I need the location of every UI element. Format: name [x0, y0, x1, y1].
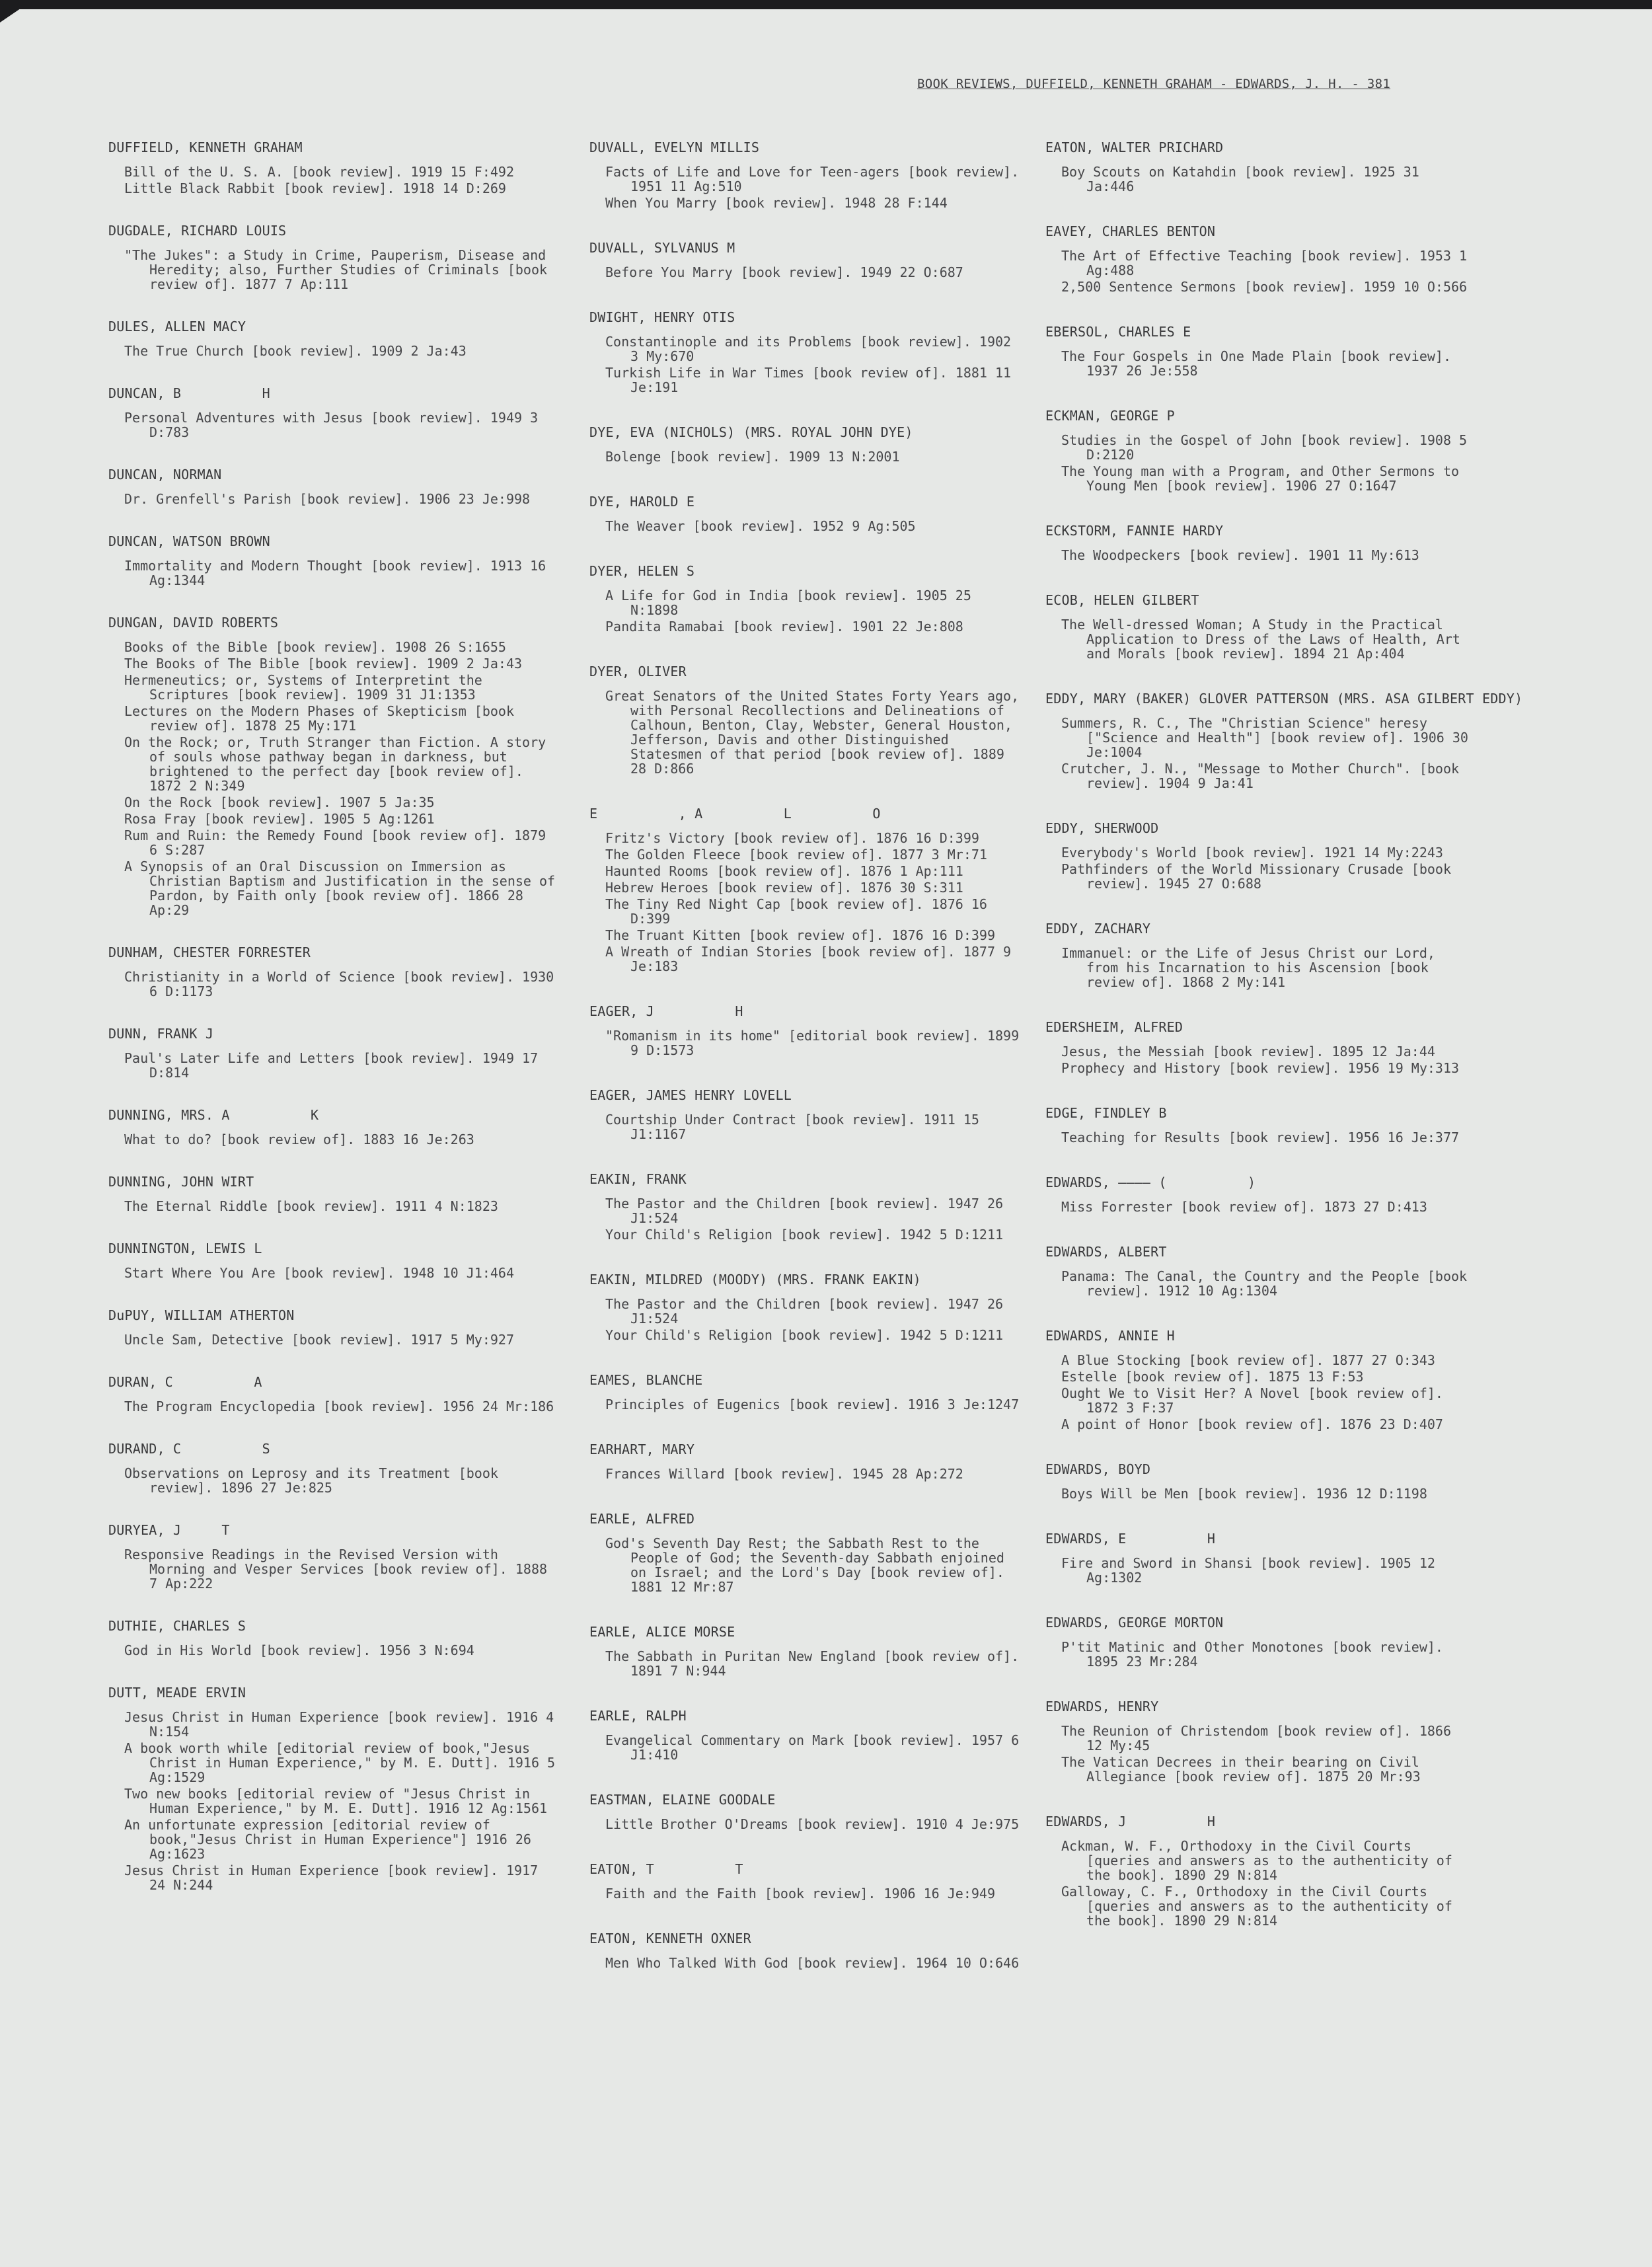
- author-heading: DURAND, C S: [108, 1441, 270, 1457]
- index-entry: [1045, 1175, 1468, 1214]
- citation-item: When You Marry [book review]. 1948 28 F:144: [605, 195, 948, 211]
- citation-item: Personal Adventures with Jesus [book review]. 1949 3 D:783: [124, 410, 539, 440]
- citation-item: Boy Scouts on Katahdin [book review]. 1925 31 Ja:446: [1061, 164, 1419, 194]
- author-heading: DYE, HAROLD E: [589, 494, 695, 510]
- author-heading: EARLE, RALPH: [589, 1708, 687, 1724]
- index-entry: [108, 140, 558, 196]
- citation-item: Everybody's World [book review]. 1921 14 My:2243: [1061, 845, 1443, 861]
- author-heading: EDWARDS, ALBERT: [1045, 1244, 1167, 1260]
- citation-item: Boys Will be Men [book review]. 1936 12 D:1198: [1061, 1486, 1427, 1502]
- author-heading: DUVALL, SYLVANUS M: [589, 240, 735, 256]
- citation-item: The Truant Kitten [book review of]. 1876 16 D:399: [605, 927, 996, 943]
- index-entry: [1045, 1106, 1468, 1145]
- index-entry: [108, 1308, 558, 1347]
- index-entry: [589, 664, 1023, 776]
- index-entry: [108, 1523, 558, 1591]
- citation-item: Summers, R. C., The "Christian Science" heresy ["Science and Health"] [book review of]. 1906 30 Je:1004: [1061, 715, 1468, 760]
- author-heading: E , A L O: [589, 806, 881, 822]
- index-entry: [589, 1004, 1023, 1057]
- citation-item: Facts of Life and Love for Teen-agers [book review]. 1951 11 Ag:510: [605, 164, 1020, 194]
- author-heading: DUTHIE, CHARLES S: [108, 1618, 246, 1634]
- citation-item: Jesus Christ in Human Experience [book review]. 1917 24 N:244: [124, 1863, 539, 1893]
- citation-item: Turkish Life in War Times [book review of]. 1881 11 Je:191: [605, 365, 1012, 395]
- citation-item: Little Black Rabbit [book review]. 1918 14 D:269: [124, 180, 506, 196]
- index-entry: [589, 1931, 1023, 1970]
- author-heading: DYER, OLIVER: [589, 664, 687, 679]
- citation-item: The Pastor and the Children [book review]. 1947 26 J1:524: [605, 1196, 1004, 1226]
- citation-item: P'tit Matinic and Other Monotones [book review]. 1895 23 Mr:284: [1061, 1639, 1443, 1670]
- author-heading: DYER, HELEN S: [589, 563, 695, 579]
- citation-item: Lectures on the Modern Phases of Skepticism [book review of]. 1878 25 My:171: [124, 703, 515, 734]
- citation-item: Studies in the Gospel of John [book review]. 1908 5 D:2120: [1061, 432, 1468, 463]
- index-entry: [108, 534, 558, 588]
- index-entry: [1045, 523, 1468, 562]
- author-heading: DUNCAN, B H: [108, 385, 270, 401]
- citation-item: The Program Encyclopedia [book review]. 1956 24 Mr:186: [124, 1399, 554, 1414]
- author-heading: EAKIN, MILDRED (MOODY) (MRS. FRANK EAKIN): [589, 1272, 921, 1287]
- author-heading: EAGER, JAMES HENRY LOVELL: [589, 1087, 792, 1103]
- index-entry: [108, 386, 558, 440]
- citation-item: Prophecy and History [book review]. 1956 19 My:313: [1061, 1060, 1460, 1076]
- author-heading: DYE, EVA (NICHOLS) (MRS. ROYAL JOHN DYE): [589, 424, 913, 440]
- author-heading: DuPUY, WILLIAM ATHERTON: [108, 1307, 295, 1323]
- citation-item: The Well-dressed Woman; A Study in the Practical Application to Dress of the Laws of Health, Art and Morals [book review]. 1894 21 Ap:404: [1061, 617, 1460, 662]
- index-entry: [589, 1172, 1023, 1242]
- index-entry: [1045, 325, 1468, 378]
- citation-item: The Four Gospels in One Made Plain [book review]. 1937 26 Je:558: [1061, 348, 1452, 379]
- author-heading: EDWARDS, ANNIE H: [1045, 1328, 1175, 1344]
- citation-item: God in His World [book review]. 1956 3 N:694: [124, 1642, 474, 1658]
- citation-item: The Tiny Red Night Cap [book review of]. 1876 16 D:399: [605, 896, 987, 927]
- citation-item: Fritz's Victory [book review of]. 1876 16 D:399: [605, 830, 979, 846]
- citation-item: Faith and the Faith [book review]. 1906 16 Je:949: [605, 1886, 996, 1902]
- page-top-edge: [0, 0, 1652, 9]
- index-entry: [108, 1108, 558, 1147]
- index-entry: [589, 494, 1023, 533]
- citation-item: Bolenge [book review]. 1909 13 N:2001: [605, 449, 900, 465]
- citation-item: The Sabbath in Puritan New England [book review of]. 1891 7 N:944: [605, 1648, 1020, 1679]
- index-entry: [1045, 1462, 1468, 1501]
- index-entry: [589, 1373, 1023, 1412]
- citation-item: Little Brother O'Dreams [book review]. 1910 4 Je:975: [605, 1816, 1020, 1832]
- citation-item: Pathfinders of the World Missionary Crusade [book review]. 1945 27 O:688: [1061, 861, 1452, 892]
- citation-item: Great Senators of the United States Forty Years ago, with Personal Recollections and Delineations of Calhoun, Benton, Clay, Webster, General Houston, Jefferson, Davis and other Distinguished Statesmen of that period [book review of]. 1889 28 D:866: [605, 688, 1020, 777]
- author-heading: DUNNING, MRS. A K: [108, 1107, 319, 1123]
- index-entry: [1045, 1531, 1468, 1585]
- index-entry: [108, 1241, 558, 1280]
- author-heading: DUVALL, EVELYN MILLIS: [589, 139, 760, 155]
- author-heading: EDWARDS, J H: [1045, 1814, 1216, 1829]
- index-entry: [108, 1685, 558, 1892]
- citation-item: Uncle Sam, Detective [book review]. 1917 5 My:927: [124, 1332, 515, 1348]
- author-heading: DUNNINGTON, LEWIS L: [108, 1241, 262, 1256]
- index-entry: [1045, 1020, 1468, 1075]
- citation-item: A Blue Stocking [book review of]. 1877 27 O:343: [1061, 1352, 1435, 1368]
- author-heading: EDWARDS, GEORGE MORTON: [1045, 1615, 1224, 1631]
- citation-item: The Golden Fleece [book review of]. 1877 3 Mr:71: [605, 847, 987, 863]
- index-entry: [108, 1619, 558, 1658]
- citation-item: Immortality and Modern Thought [book review]. 1913 16 Ag:1344: [124, 558, 546, 588]
- citation-item: Frances Willard [book review]. 1945 28 Ap:272: [605, 1466, 963, 1482]
- index-entry: [108, 223, 558, 291]
- citation-item: A Wreath of Indian Stories [book review of]. 1877 9 Je:183: [605, 944, 1012, 974]
- author-heading: EDDY, SHERWOOD: [1045, 820, 1159, 836]
- author-heading: DURYEA, J T: [108, 1522, 230, 1538]
- index-entry: [589, 241, 1023, 280]
- citation-item: The Weaver [book review]. 1952 9 Ag:505: [605, 518, 916, 534]
- index-entry: [1045, 593, 1468, 661]
- citation-item: Jesus Christ in Human Experience [book review]. 1916 4 N:154: [124, 1709, 554, 1740]
- author-heading: ECKSTORM, FANNIE HARDY: [1045, 523, 1224, 539]
- author-heading: DUNCAN, NORMAN: [108, 467, 222, 482]
- citation-item: Ackman, W. F., Orthodoxy in the Civil Courts [queries and answers as to the authenticity of the book]. 1890 29 N:814: [1061, 1838, 1452, 1883]
- author-heading: DUTT, MEADE ERVIN: [108, 1685, 246, 1701]
- author-heading: EDGE, FINDLEY B: [1045, 1105, 1167, 1121]
- author-heading: EATON, KENNETH OXNER: [589, 1931, 751, 1946]
- index-entry: [589, 1792, 1023, 1831]
- index-entry: [108, 945, 558, 999]
- citation-item: Jesus, the Messiah [book review]. 1895 12 Ja:44: [1061, 1044, 1435, 1059]
- citation-item: On the Rock; or, Truth Stranger than Fiction. A story of souls whose pathway began in darkness, but brightened to the perfect day [book review of]. 1872 2 N:349: [124, 734, 546, 794]
- index-entry: [589, 806, 1023, 974]
- index-entry: [589, 1709, 1023, 1762]
- citation-item: Fire and Sword in Shansi [book review]. 1905 12 Ag:1302: [1061, 1555, 1435, 1586]
- author-heading: EDWARDS, BOYD: [1045, 1461, 1151, 1477]
- author-heading: EATON, T T: [589, 1861, 743, 1877]
- author-heading: DUNGAN, DAVID ROBERTS: [108, 615, 279, 631]
- citation-item: Courtship Under Contract [book review]. 1911 15 J1:1167: [605, 1112, 979, 1142]
- citation-item: "Romanism in its home" [editorial book review]. 1899 9 D:1573: [605, 1028, 1020, 1058]
- author-heading: EARLE, ALFRED: [589, 1511, 695, 1527]
- author-heading: DWIGHT, HENRY OTIS: [589, 309, 735, 325]
- index-entry: [108, 1375, 558, 1414]
- citation-item: Teaching for Results [book review]. 1956 16 Je:377: [1061, 1130, 1460, 1145]
- index-entry: [589, 1088, 1023, 1141]
- running-head: BOOK REVIEWS, DUFFIELD, KENNETH GRAHAM - EDWARDS, J. H. - 381: [917, 77, 1391, 91]
- index-entry: [1045, 1814, 1468, 1928]
- citation-item: The Woodpeckers [book review]. 1901 11 My:613: [1061, 547, 1419, 563]
- citation-item: Start Where You Are [book review]. 1948 10 J1:464: [124, 1265, 515, 1281]
- citation-item: Estelle [book review of]. 1875 13 F:53: [1061, 1369, 1364, 1385]
- author-heading: DUFFIELD, KENNETH GRAHAM: [108, 139, 303, 155]
- author-heading: ECKMAN, GEORGE P: [1045, 408, 1175, 424]
- citation-item: Before You Marry [book review]. 1949 22 O:687: [605, 264, 963, 280]
- author-heading: EDWARDS, HENRY: [1045, 1699, 1159, 1714]
- citation-item: Dr. Grenfell's Parish [book review]. 1906 23 Je:998: [124, 491, 531, 507]
- column-1: [108, 140, 558, 1920]
- author-heading: DULES, ALLEN MACY: [108, 319, 246, 334]
- author-heading: DURAN, C A: [108, 1374, 262, 1390]
- index-entry: [589, 140, 1023, 210]
- citation-item: A Synopsis of an Oral Discussion on Immersion as Christian Baptism and Justification in the sense of Pardon, by Faith only [book review of]. 1866 28 Ap:29: [124, 859, 556, 918]
- author-heading: EDDY, MARY (BAKER) GLOVER PATTERSON (MRS. ASA GILBERT EDDY): [1045, 691, 1523, 707]
- index-entry: [589, 310, 1023, 395]
- citation-item: Crutcher, J. N., "Message to Mother Church". [book review]. 1904 9 Ja:41: [1061, 761, 1460, 791]
- citation-item: Hermeneutics; or, Systems of Interpretint the Scriptures [book review]. 1909 31 J1:1353: [124, 672, 482, 703]
- index-entry: [1045, 224, 1468, 294]
- index-entry: [589, 1442, 1023, 1481]
- citation-item: Responsive Readings in the Revised Version with Morning and Vesper Services [book review of]. 1888 7 Ap:222: [124, 1547, 548, 1592]
- citation-item: God's Seventh Day Rest; the Sabbath Rest to the People of God; the Seventh-day Sabbath enjoined on Israel; and the Lord's Day [book review of]. 1881 12 Mr:87: [605, 1535, 1004, 1595]
- index-entry: [1045, 1328, 1468, 1432]
- index-entry: [1045, 1699, 1468, 1784]
- index-entry: [589, 564, 1023, 634]
- author-heading: DUNNING, JOHN WIRT: [108, 1174, 254, 1190]
- citation-item: Christianity in a World of Science [book review]. 1930 6 D:1173: [124, 969, 554, 999]
- index-entry: [589, 1272, 1023, 1342]
- index-entry: [108, 467, 558, 506]
- citation-item: Rosa Fray [book review]. 1905 5 Ag:1261: [124, 811, 435, 827]
- index-entry: [1045, 691, 1523, 791]
- citation-item: A Life for God in India [book review]. 1905 25 N:1898: [605, 588, 971, 618]
- citation-item: Panama: The Canal, the Country and the People [book review]. 1912 10 Ag:1304: [1061, 1268, 1468, 1299]
- citation-item: A book worth while [editorial review of book,"Jesus Christ in Human Experience," by M. E. Dutt]. 1916 5 Ag:1529: [124, 1740, 556, 1785]
- citation-item: Paul's Later Life and Letters [book review]. 1949 17 D:814: [124, 1050, 539, 1081]
- citation-item: The Vatican Decrees in their bearing on Civil Allegiance [book review of]. 1875 20 Mr:93: [1061, 1754, 1421, 1785]
- citation-item: What to do? [book review of]. 1883 16 Je:263: [124, 1132, 474, 1147]
- index-entry: [1045, 408, 1468, 493]
- citation-item: An unfortunate expression [editorial review of book,"Jesus Christ in Human Experience"] 1916 26 Ag:1623: [124, 1817, 531, 1862]
- citation-item: The True Church [book review]. 1909 2 Ja:43: [124, 343, 467, 359]
- citation-item: Principles of Eugenics [book review]. 1916 3 Je:1247: [605, 1397, 1020, 1412]
- citation-item: Pandita Ramabai [book review]. 1901 22 Je:808: [605, 619, 963, 634]
- column-2: [589, 140, 1023, 2001]
- author-heading: EAVEY, CHARLES BENTON: [1045, 223, 1216, 239]
- author-heading: EBERSOL, CHARLES E: [1045, 324, 1191, 340]
- citation-item: Bill of the U. S. A. [book review]. 1919 15 F:492: [124, 164, 515, 180]
- author-heading: DUGDALE, RICHARD LOUIS: [108, 223, 287, 239]
- author-heading: ECOB, HELEN GILBERT: [1045, 592, 1199, 608]
- index-entry: [589, 1512, 1023, 1594]
- index-entry: [108, 319, 558, 358]
- index-entry: [108, 1026, 558, 1080]
- index-entry: [1045, 1615, 1468, 1669]
- author-heading: EASTMAN, ELAINE GOODALE: [589, 1792, 776, 1808]
- author-heading: DUNN, FRANK J: [108, 1026, 214, 1042]
- citation-item: Observations on Leprosy and its Treatment [book review]. 1896 27 Je:825: [124, 1465, 498, 1496]
- index-entry: [1045, 1245, 1468, 1298]
- author-heading: DUNHAM, CHESTER FORRESTER: [108, 944, 311, 960]
- index-entry: [589, 1862, 1023, 1901]
- citation-item: Men Who Talked With God [book review]. 1964 10 O:646: [605, 1955, 1020, 1971]
- citation-item: 2,500 Sentence Sermons [book review]. 1959 10 O:566: [1061, 279, 1468, 295]
- index-entry: [589, 425, 1023, 464]
- author-heading: DUNCAN, WATSON BROWN: [108, 533, 270, 549]
- author-heading: EAGER, J H: [589, 1003, 743, 1019]
- author-heading: EDDY, ZACHARY: [1045, 921, 1151, 937]
- citation-item: Evangelical Commentary on Mark [book review]. 1957 6 J1:410: [605, 1732, 1020, 1763]
- index-entry: [108, 1174, 558, 1213]
- citation-item: Miss Forrester [book review of]. 1873 27 D:413: [1061, 1199, 1427, 1215]
- citation-item: A point of Honor [book review of]. 1876 23 D:407: [1061, 1416, 1443, 1432]
- index-entry: [108, 615, 558, 917]
- citation-item: Books of the Bible [book review]. 1908 26 S:1655: [124, 639, 506, 655]
- author-heading: EAKIN, FRANK: [589, 1171, 687, 1187]
- author-heading: EDWARDS, ———— ( ): [1045, 1174, 1256, 1190]
- author-heading: EAMES, BLANCHE: [589, 1372, 703, 1388]
- index-entry: [1045, 140, 1468, 194]
- citation-item: The Young man with a Program, and Other Sermons to Young Men [book review]. 1906 27 O:1647: [1061, 463, 1460, 494]
- citation-item: The Eternal Riddle [book review]. 1911 4 N:1823: [124, 1198, 498, 1214]
- page-corner-shadow: [0, 0, 33, 22]
- author-heading: EDWARDS, E H: [1045, 1531, 1216, 1547]
- citation-item: Immanuel: or the Life of Jesus Christ our Lord, from his Incarnation to his Ascension [book review of]. 1868 2 My:141: [1061, 945, 1435, 990]
- citation-item: Haunted Rooms [book review of]. 1876 1 Ap:111: [605, 863, 963, 879]
- citation-item: The Pastor and the Children [book review]. 1947 26 J1:524: [605, 1296, 1004, 1326]
- citation-item: Your Child's Religion [book review]. 1942 5 D:1211: [605, 1327, 1004, 1343]
- index-entry: [1045, 821, 1468, 891]
- citation-item: On the Rock [book review]. 1907 5 Ja:35: [124, 794, 435, 810]
- index-entry: [1045, 921, 1468, 989]
- citation-item: The Books of The Bible [book review]. 1909 2 Ja:43: [124, 656, 523, 672]
- citation-item: Your Child's Religion [book review]. 1942 5 D:1211: [605, 1227, 1004, 1243]
- citation-item: Hebrew Heroes [book review of]. 1876 30 S:311: [605, 880, 963, 896]
- citation-item: The Art of Effective Teaching [book review]. 1953 1 Ag:488: [1061, 248, 1468, 278]
- citation-item: "The Jukes": a Study in Crime, Pauperism, Disease and Heredity; also, Further Studies of Criminals [book review of]. 1877 7 Ap:111: [124, 247, 548, 292]
- citation-item: Two new books [editorial review of "Jesus Christ in Human Experience," by M. E. Dutt]. 1916 12 Ag:1561: [124, 1786, 548, 1816]
- author-heading: EARHART, MARY: [589, 1441, 695, 1457]
- citation-item: Galloway, C. F., Orthodoxy in the Civil Courts [queries and answers as to the authenticity of the book]. 1890 29 N:814: [1061, 1884, 1452, 1929]
- author-heading: EATON, WALTER PRICHARD: [1045, 139, 1224, 155]
- index-entry: [589, 1625, 1023, 1678]
- citation-item: Rum and Ruin: the Remedy Found [book review of]. 1879 6 S:287: [124, 827, 546, 858]
- author-heading: EDERSHEIM, ALFRED: [1045, 1019, 1183, 1035]
- citation-item: Ought We to Visit Her? A Novel [book review of]. 1872 3 F:37: [1061, 1385, 1443, 1416]
- author-heading: EARLE, ALICE MORSE: [589, 1624, 735, 1640]
- column-3: [1045, 139, 1523, 1958]
- citation-item: Constantinople and its Problems [book review]. 1902 3 My:670: [605, 334, 1012, 364]
- index-entry: [108, 1441, 558, 1495]
- citation-item: The Reunion of Christendom [book review of]. 1866 12 My:45: [1061, 1723, 1452, 1753]
